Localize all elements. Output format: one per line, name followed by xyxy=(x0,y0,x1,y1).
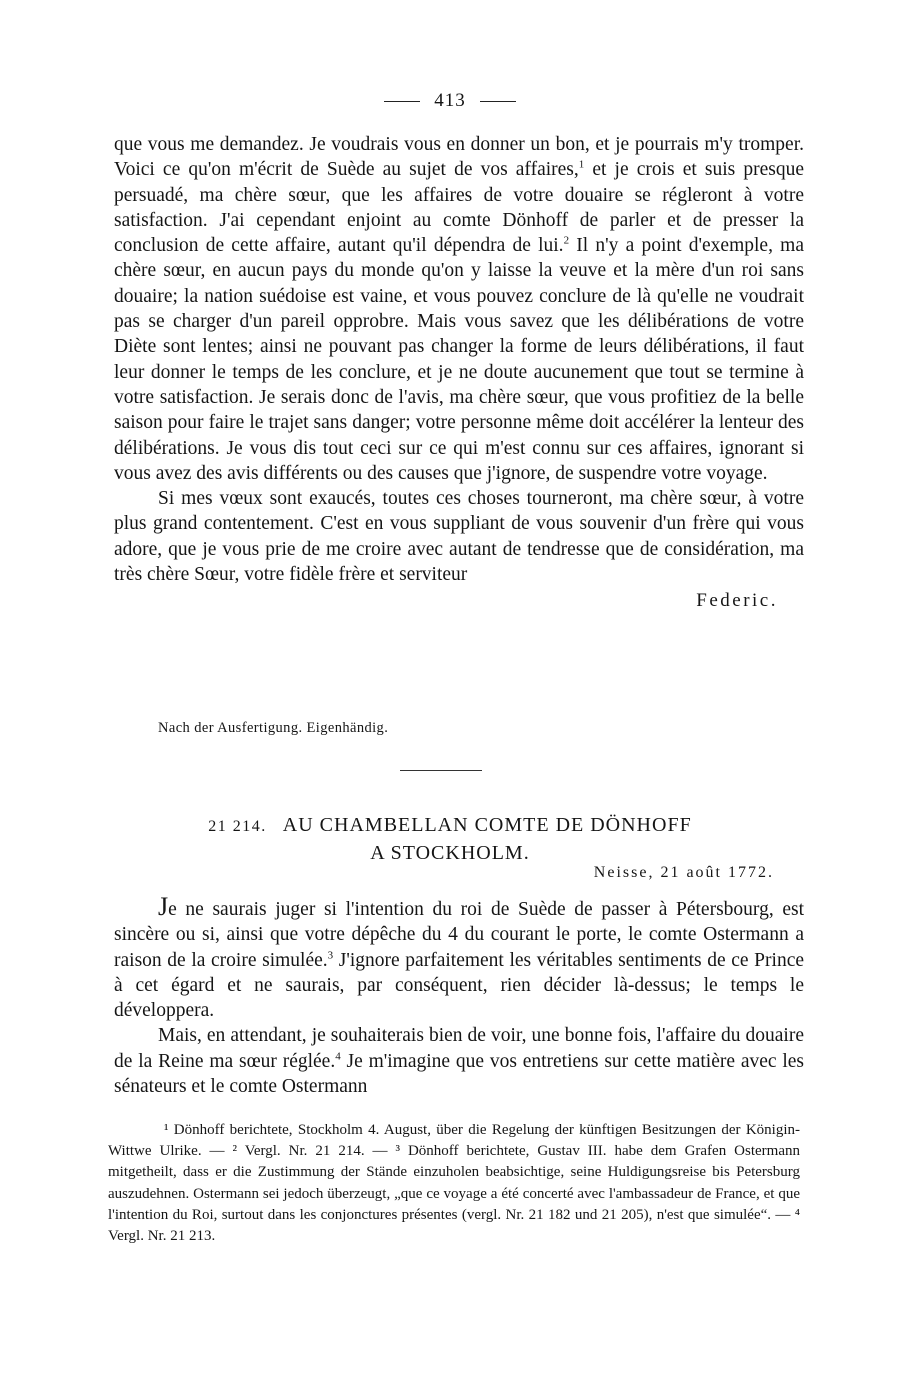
footnote-text: ¹ Dönhoff berichtete, Stockholm 4. August, über die Regelung der künftigen Besitzungen der Königin-Wittwe Ulrike. — ² Vergl. Nr. 21 214. — ³ Dönhoff berichtete, Gustav III. habe dem Grafen Ostermann mitgetheilt, dass er die Zustimmung der Stände einzuholen beabsichtige, seine Huldigungsreise bis Petersburg auszudehnen. Ostermann sei jedoch überzeugt, „que ce voyage a été concerté avec l'ambassadeur de France, et que l'intention du Roi, surtout dans les conjonctures présentes (vergl. Nr. 21 182 und 21 205), n'est que simulée“. — ⁴ Vergl. Nr. 21 213. xyxy=(108,1122,800,1245)
document-number: 21 214. xyxy=(208,818,267,835)
document-paragraph-2 xyxy=(114,1023,804,1099)
letter-closing xyxy=(114,486,804,612)
page-number-rule-left xyxy=(384,101,420,102)
footnote-ref-4: 4 xyxy=(335,1050,341,1063)
letter-body xyxy=(114,132,804,612)
document-text-2a: Mais, en attendant, je souhaiterais bien de voir, une bonne fois, l'affaire du douaire de la Reine ma sœur réglée. xyxy=(114,1025,804,1072)
letter-paragraph-1 xyxy=(114,132,804,486)
letter-text-1a: que vous me demandez. Je voudrais vous en donner un bon, et je pourrais m'y tromper. Voici ce qu'on m'écrit de Suède au sujet de vos affaires, xyxy=(114,134,804,181)
source-note: Nach der Ausfertigung. Eigenhändig. xyxy=(158,720,389,736)
heading-line-1 xyxy=(0,812,900,840)
document-body xyxy=(114,894,804,1099)
footnote-ref-2: 2 xyxy=(563,234,570,247)
document-heading xyxy=(0,812,900,866)
letter-paragraph-2: Si mes vœux sont exaucés, toutes ces choses tourneront, ma chère sœur, à votre plus grand contentement. C'est en vous suppliant de vous souvenir d'un frère qui vous adore, que je vous prie de me croire avec autant de tendresse que de considération, ma très chère Sœur, votre fidèle frère et serviteur xyxy=(114,488,804,586)
section-divider xyxy=(400,770,482,771)
document-text-1b: J'ignore parfaitement les véritables sentiments de ce Prince à cet égard et ne saurais, par conséquent, rien décider là-dessus; le temps le développera. xyxy=(114,949,804,1022)
letter-text-1c: Il n'y a point d'exemple, ma chère sœur, en aucun pays du monde qu'on y laisse la veuve et la mère d'un roi sans douaire; la nation suédoise est vaine, et vous pouvez conclure de là qu'elle ne voudrait pas se charger d'un pareil opprobre. Mais vous savez que les délibérations de votre Diète sont lentes; ainsi ne pouvant pas changer la forme de leurs délibérations, il faut leur donner le temps de les conclure, et je ne doute aucunement que tout se termine à votre satisfaction. Je serais donc de l'avis, ma chère sœur, que vous profitiez de la belle saison pour faire le trajet sans danger; votre personne même doit accélérer la lenteur des délibérations. Je vous dis tout ceci sur ce qui m'est connu sur ces affaires, ignorant si vous avez des avis différents ou des causes que j'ignore, de suspendre votre voyage. xyxy=(114,235,804,484)
signature: Federic. xyxy=(696,590,778,612)
dateline: Neisse, 21 août 1772. xyxy=(593,864,774,881)
footnote-ref-3: 3 xyxy=(327,949,334,962)
page-number xyxy=(0,90,900,112)
footnote-ref-1: 1 xyxy=(578,158,585,171)
document-destination: A STOCKHOLM. xyxy=(370,842,530,864)
document-text-1a: e ne saurais juger si l'intention du roi de Suède de passer à Pétersbourg, est sincère ou si, ainsi que votre dépêche du 4 du courant le porte, le comte Ostermann a raison de la croire simulée. xyxy=(114,899,804,971)
document-paragraph-1 xyxy=(114,894,804,1023)
document-title: AU CHAMBELLAN COMTE DE DÖNHOFF xyxy=(282,814,692,836)
letter-text-1b: et je crois et suis presque persuadé, ma chère sœur, que les affaires de votre douaire se régleront à votre satisfaction. J'ai cependant enjoint au comte Dönhoff de parler et de presser la conclusion de cette affaire, autant qu'il dépendra de lui. xyxy=(114,159,804,257)
document-text-2b: Je m'imagine que vos entretiens sur cette matière avec les sénateurs et le comte Ostermann xyxy=(114,1050,804,1098)
page-number-text: 413 xyxy=(434,90,466,111)
drop-cap: J xyxy=(158,892,169,921)
footnotes xyxy=(108,1120,800,1247)
page-number-rule-right xyxy=(480,101,516,102)
